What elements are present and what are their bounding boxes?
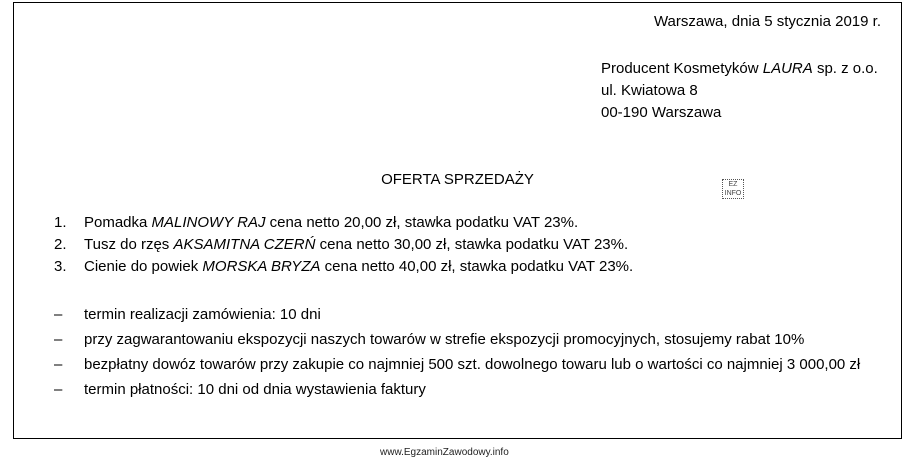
dash-bullet: – [54, 356, 63, 373]
company-name: LAURA [762, 60, 813, 77]
term-text: bezpłatny dowóz towarów przy zakupie co najmniej 500 szt. dowolnego towaru lub o wartości co najmniej 3 000,00 zł [84, 356, 861, 373]
term-text: termin realizacji zamówienia: 10 dni [84, 306, 321, 323]
dash-bullet: – [54, 306, 63, 323]
list-item [54, 212, 904, 234]
terms-list [54, 304, 907, 404]
address-line-1: Producent Kosmetyków LAURA sp. z o.o. [601, 60, 878, 77]
item-number: 3. [54, 258, 67, 275]
item-number: 1. [54, 214, 67, 231]
item-text: Cienie do powiek MORSKA BRYZA cena netto 40,00 zł, stawka podatku VAT 23%. [84, 258, 634, 275]
item-number: 2. [54, 236, 67, 253]
list-item [54, 304, 907, 326]
list-item [54, 256, 904, 278]
term-text: przy zagwarantowaniu ekspozycji naszych towarów w strefie ekspozycji promocyjnych, stosujemy rabat 10% [84, 331, 805, 348]
product-list [54, 212, 904, 278]
address-line-2: ul. Kwiatowa 8 [601, 82, 698, 99]
recipient-address [601, 58, 878, 124]
footer-watermark: www.EgzaminZawodowy.info [380, 447, 509, 458]
list-item [54, 379, 907, 401]
product-name: MALINOWY RAJ [151, 214, 266, 231]
product-name: MORSKA BRYZA [202, 258, 321, 275]
address-line-3: 00-190 Warszawa [601, 104, 722, 121]
list-item [54, 234, 904, 256]
document-frame [13, 2, 902, 439]
product-name: AKSAMITNA CZERŃ [173, 236, 316, 253]
document-date: Warszawa, dnia 5 stycznia 2019 r. [653, 13, 881, 30]
dash-bullet: – [54, 331, 63, 348]
list-item [54, 329, 907, 351]
document-title: OFERTA SPRZEDAŻY [381, 171, 534, 188]
term-text: termin płatności: 10 dni od dnia wystawienia faktury [84, 381, 426, 398]
list-item [54, 354, 907, 376]
item-text: Pomadka MALINOWY RAJ cena netto 20,00 zł, stawka podatku VAT 23%. [84, 214, 579, 231]
item-text: Tusz do rzęs AKSAMITNA CZERŃ cena netto 30,00 zł, stawka podatku VAT 23%. [84, 236, 629, 253]
dash-bullet: – [54, 381, 63, 398]
watermark-stamp: EZ INFO [722, 179, 744, 199]
